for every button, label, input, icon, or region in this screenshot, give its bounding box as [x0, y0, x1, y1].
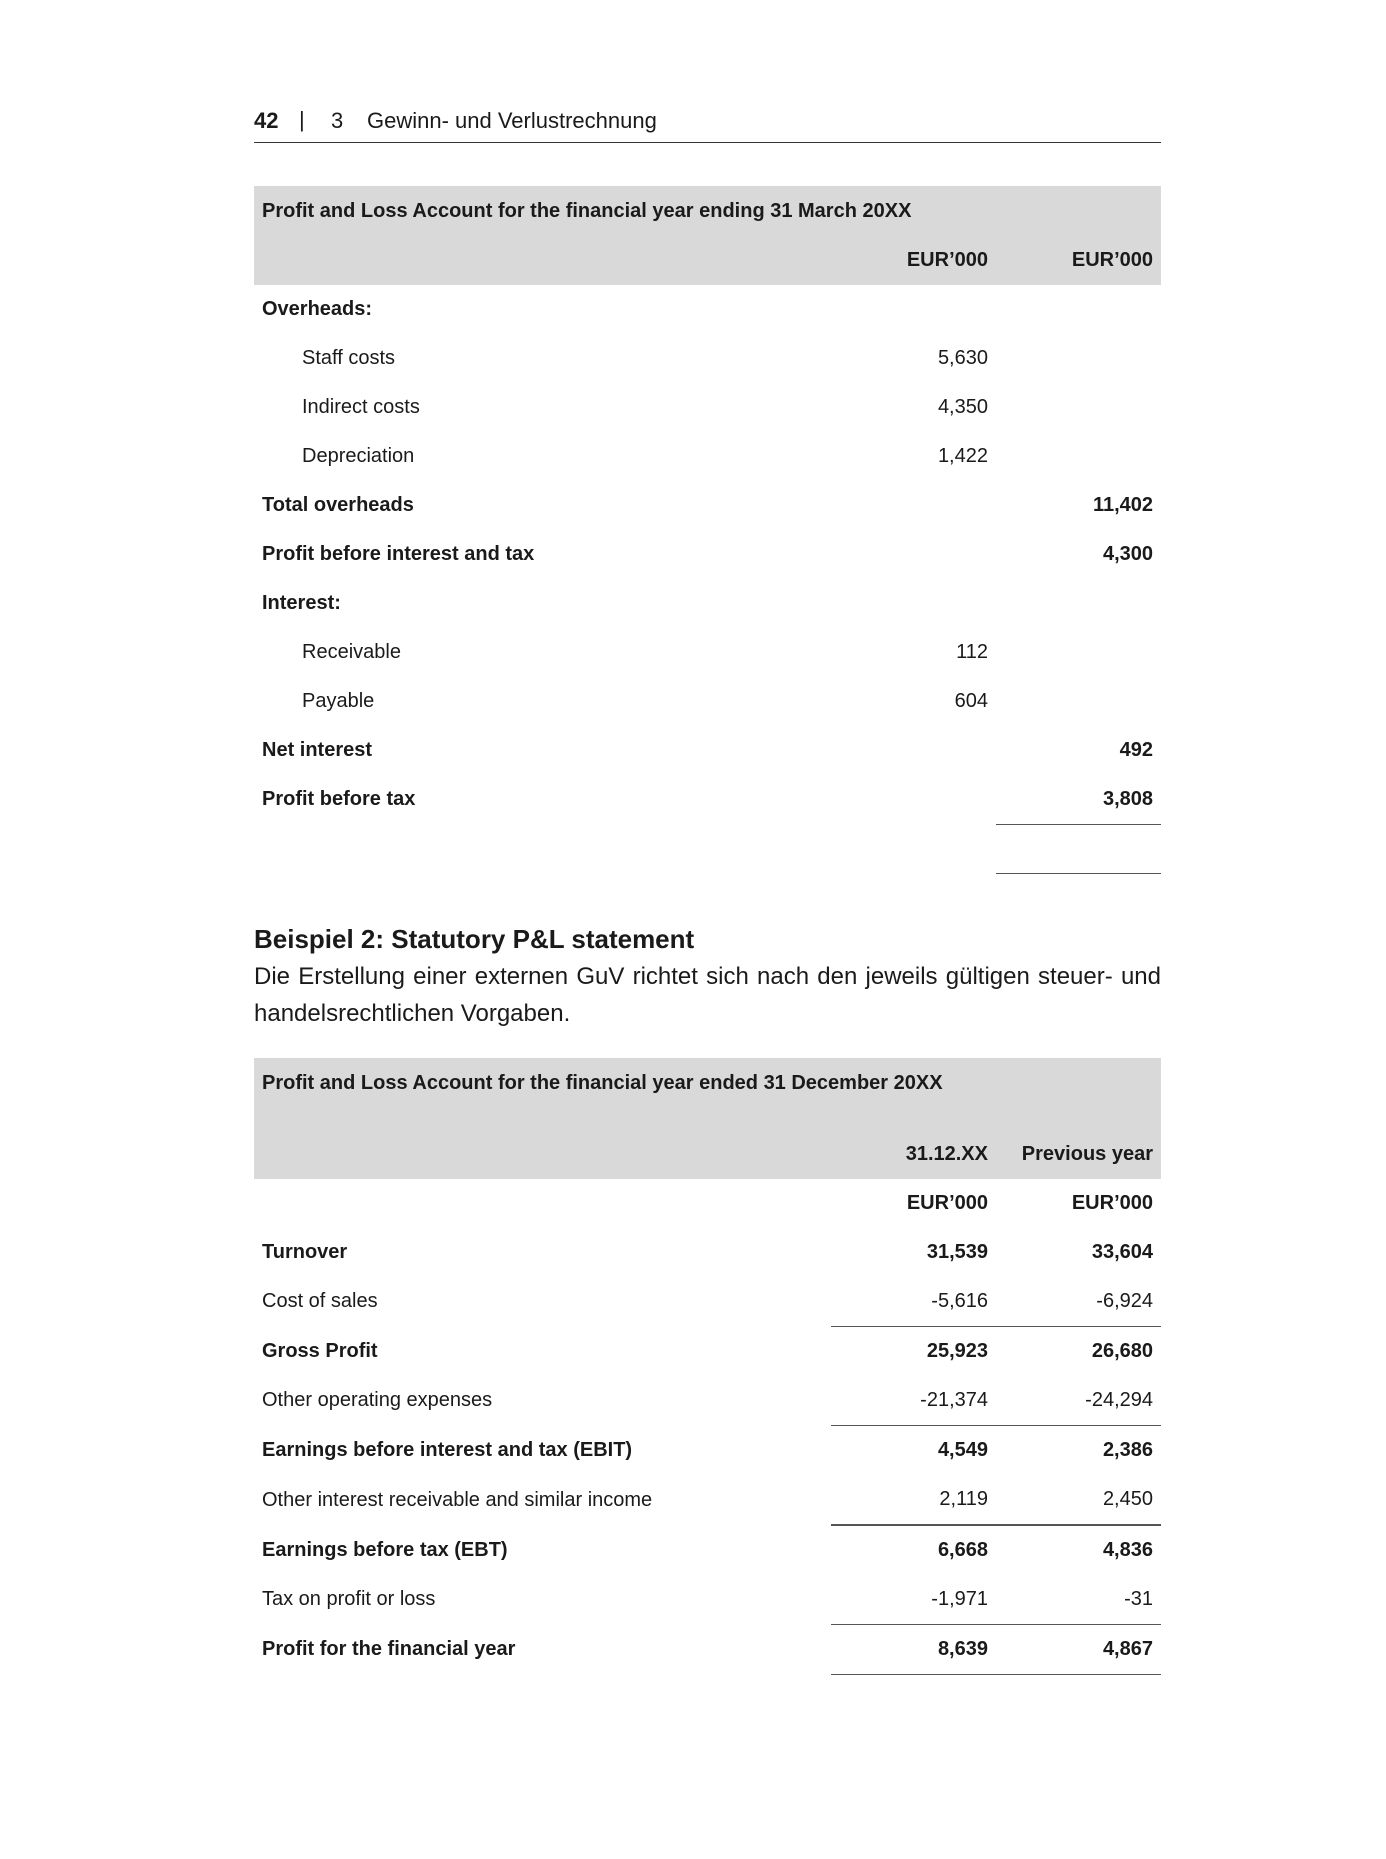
header-separator: |	[299, 107, 305, 132]
table-row	[254, 285, 1161, 334]
row-label: Receivable	[302, 641, 401, 663]
cell-value: -24,294	[996, 1376, 1161, 1426]
unit-row	[254, 1179, 1161, 1228]
statutory-pl-table	[254, 1058, 1161, 1675]
cell-value: 5,630	[937, 347, 988, 369]
column-header: 31.12.XX	[831, 1130, 996, 1179]
total-rule	[996, 825, 1161, 874]
row-label: Profit before interest and tax	[262, 543, 535, 565]
cell-value: 4,549	[937, 1439, 988, 1461]
table-row	[254, 1228, 1161, 1277]
cell-value: -21,374	[831, 1376, 996, 1426]
cell-value	[996, 383, 1161, 432]
table-row	[254, 628, 1161, 677]
cell-value: -5,616	[831, 1277, 996, 1327]
cell-value: -31	[996, 1575, 1161, 1625]
table-row	[254, 579, 1161, 628]
row-label: Turnover	[262, 1241, 348, 1263]
cell-value	[996, 334, 1161, 383]
cell-value: 604	[954, 690, 988, 712]
running-header	[254, 100, 1161, 143]
table-row	[254, 432, 1161, 481]
row-label: Indirect costs	[302, 396, 420, 418]
table-row	[254, 1277, 1161, 1327]
table-row	[254, 530, 1161, 579]
section-heading: Beispiel 2: Statutory P&L statement	[254, 924, 695, 954]
row-label: Tax on profit or loss	[262, 1588, 436, 1611]
column-unit: EUR’000	[906, 1192, 988, 1214]
table-header-row	[254, 236, 1161, 285]
cell-value: 2,386	[1102, 1439, 1153, 1461]
table-title-row	[254, 186, 1161, 236]
cell-value	[996, 432, 1161, 481]
row-label: Profit before tax	[262, 788, 416, 811]
cell-value: 4,300	[1102, 543, 1154, 565]
cell-value: 26,680	[1091, 1340, 1153, 1362]
row-label: Overheads:	[262, 298, 373, 320]
row-label: Other interest receivable and similar income	[262, 1488, 653, 1511]
table-title: Profit and Loss Account for the financial year ending 31 March 20XX	[254, 186, 1161, 236]
row-label: Earnings before tax (EBT)	[262, 1538, 508, 1561]
row-label: Interest:	[262, 592, 341, 614]
cell-value: 4,836	[1102, 1539, 1153, 1561]
management-pl-table	[254, 186, 1161, 874]
cell-value: 1,422	[937, 445, 988, 467]
cell-value: 492	[1119, 739, 1154, 761]
row-label: Gross Profit	[262, 1339, 378, 1362]
section-paragraph: Die Erstellung einer externen GuV richtet sich nach den jeweils gültigen steuer- und handelsrechtlichen Vorgaben.	[254, 963, 1161, 1027]
table-row	[254, 726, 1161, 775]
cell-value: 2,450	[996, 1475, 1161, 1525]
table-title-row	[254, 1058, 1161, 1130]
column-unit: EUR’000	[1071, 1192, 1153, 1214]
cell-value: 31,539	[926, 1241, 988, 1263]
cell-value	[996, 579, 1161, 628]
page-number: 42	[254, 108, 279, 133]
cell-value	[831, 530, 996, 579]
cell-value	[996, 285, 1161, 334]
row-label: Payable	[302, 690, 375, 712]
chapter-title: Gewinn- und Verlustrechnung	[367, 108, 657, 133]
cell-value: 6,668	[937, 1539, 988, 1561]
cell-value	[831, 579, 996, 628]
cell-value: 112	[956, 641, 988, 663]
table-row	[254, 1376, 1161, 1426]
cell-value	[996, 677, 1161, 726]
example-section	[254, 920, 1161, 1032]
cell-value: 25,923	[926, 1340, 988, 1362]
cell-value: 11,402	[1092, 494, 1154, 516]
cell-value: 33,604	[1091, 1241, 1153, 1263]
row-label: Staff costs	[302, 347, 396, 369]
cell-value	[831, 481, 996, 530]
row-label: Total overheads	[262, 494, 414, 516]
table-row	[254, 1525, 1161, 1575]
cell-value: 4,867	[996, 1625, 1161, 1675]
column-header: EUR’000	[831, 236, 996, 285]
table-row	[254, 1625, 1161, 1675]
table-row	[254, 1475, 1161, 1525]
column-header: EUR’000	[996, 236, 1161, 285]
table-row	[254, 1575, 1161, 1625]
row-label: Profit for the financial year	[262, 1638, 516, 1660]
table-header-row	[254, 1130, 1161, 1179]
cell-value: 3,808	[996, 775, 1161, 825]
row-label: Cost of sales	[262, 1290, 378, 1313]
table-row	[254, 383, 1161, 432]
table-row	[254, 1426, 1161, 1476]
table-row	[254, 775, 1161, 825]
table-row	[254, 334, 1161, 383]
cell-value	[831, 775, 996, 825]
row-label: Earnings before interest and tax (EBIT)	[262, 1438, 633, 1461]
chapter-number: 3	[331, 108, 344, 133]
cell-value	[831, 726, 996, 775]
column-header: Previous year	[996, 1130, 1161, 1179]
table-title: Profit and Loss Account for the financial year ended 31 December 20XX	[254, 1058, 1161, 1130]
row-label: Other operating expenses	[262, 1389, 493, 1412]
blank-total-row	[254, 825, 1161, 874]
cell-value: 4,350	[937, 396, 988, 418]
cell-value: 8,639	[831, 1625, 996, 1675]
table-row	[254, 481, 1161, 530]
cell-value: -1,971	[831, 1575, 996, 1625]
cell-value: 2,119	[831, 1475, 996, 1525]
row-label: Net interest	[262, 739, 373, 761]
row-label: Depreciation	[302, 445, 415, 467]
table-row	[254, 1327, 1161, 1377]
cell-value	[831, 285, 996, 334]
table-row	[254, 677, 1161, 726]
cell-value	[996, 628, 1161, 677]
cell-value: -6,924	[996, 1277, 1161, 1327]
